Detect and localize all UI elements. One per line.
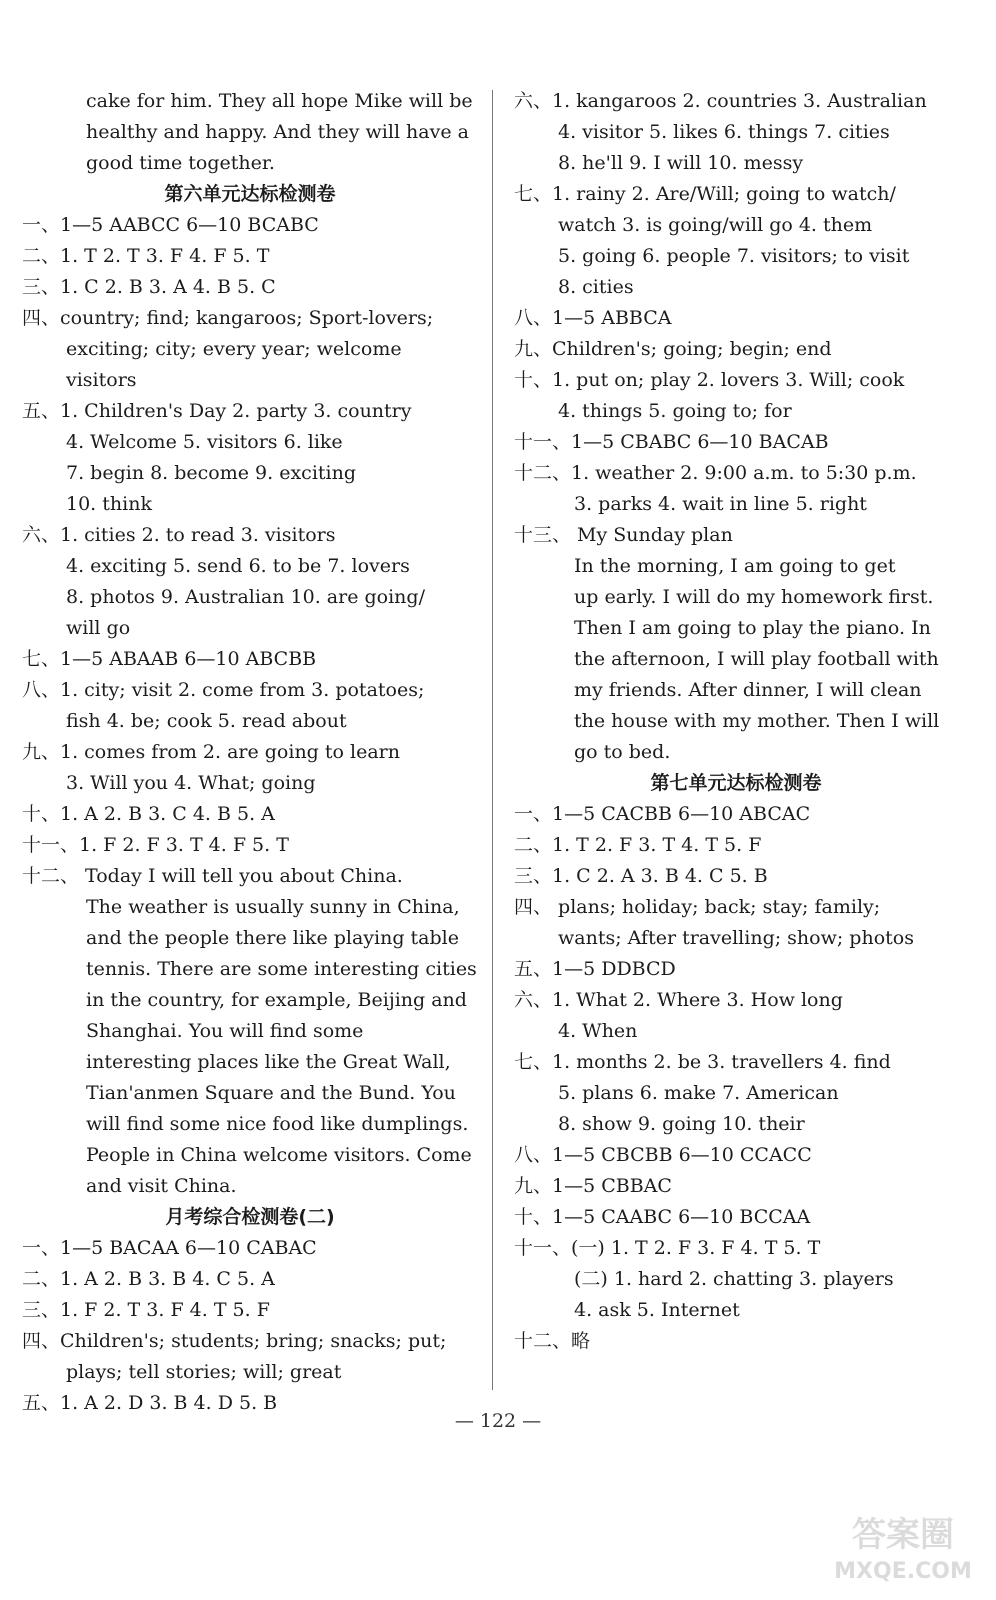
left-answer-line: 四、Children's; students; bring; snacks; put; — [22, 1330, 447, 1352]
right-answer-line: 4. things 5. going to; for — [558, 400, 792, 422]
left-answer-line: will go — [66, 617, 131, 639]
left-answer-line: 一、1—5 BACAA 6—10 CABAC — [22, 1237, 317, 1259]
right-answer-line: 4. visitor 5. likes 6. things 7. cities — [558, 121, 890, 143]
left-answer-line: healthy and happy. And they will have a — [86, 121, 469, 143]
left-answer-line: 8. photos 9. Australian 10. are going/ — [66, 586, 425, 608]
left-answer-line: 七、1—5 ABAAB 6—10 ABCBB — [22, 648, 317, 670]
left-column — [22, 86, 478, 1419]
left-answer-line: 十、1. A 2. B 3. C 4. B 5. A — [22, 803, 275, 825]
right-answer-line: 十二、略 — [514, 1330, 591, 1352]
right-answer-line: 七、1. months 2. be 3. travellers 4. find — [514, 1051, 891, 1073]
left-answer-line: People in China welcome visitors. Come — [86, 1144, 472, 1166]
left-answer-line: interesting places like the Great Wall, — [86, 1051, 451, 1073]
right-answer-line: 8. he'll 9. I will 10. messy — [558, 152, 804, 174]
right-answer-line: 8. cities — [558, 276, 634, 298]
left-answer-line: 二、1. T 2. T 3. F 4. F 5. T — [22, 245, 270, 267]
left-answer-line: 一、1—5 AABCC 6—10 BCABC — [22, 214, 319, 236]
left-answer-line: 十一、1. F 2. F 3. T 4. F 5. T — [22, 834, 289, 856]
left-answer-line: and the people there like playing table — [86, 927, 459, 949]
left-answer-line: 六、1. cities 2. to read 3. visitors — [22, 524, 336, 546]
left-answer-line: tennis. There are some interesting cities — [86, 958, 477, 980]
right-answer-line: 一、1—5 CACBB 6—10 ABCAC — [514, 803, 811, 825]
watermark-url: MXQE.COM — [834, 1559, 972, 1584]
right-answer-line: the house with my mother. Then I will — [574, 710, 940, 732]
left-answer-line: 4. exciting 5. send 6. to be 7. lovers — [66, 555, 410, 577]
right-answer-line: 三、1. C 2. A 3. B 4. C 5. B — [514, 865, 768, 887]
right-column — [514, 86, 958, 1357]
right-answer-line: 十一、1—5 CBABC 6—10 BACAB — [514, 431, 829, 453]
right-answer-line: 五、1—5 DDBCD — [514, 958, 676, 980]
left-answer-line: 7. begin 8. become 9. exciting — [66, 462, 357, 484]
left-answer-line: Tian'anmen Square and the Bund. You — [86, 1082, 456, 1104]
page-number: — 122 — — [454, 1410, 542, 1432]
right-answer-line: 8. show 9. going 10. their — [558, 1113, 805, 1135]
right-answer-line: 九、1—5 CBBAC — [514, 1175, 672, 1197]
watermark-title: 答案圈 — [852, 1515, 954, 1555]
right-answer-line: 4. ask 5. Internet — [574, 1299, 740, 1321]
left-answer-line: 九、1. comes from 2. are going to learn — [22, 741, 400, 763]
left-answer-line: and visit China. — [86, 1175, 237, 1197]
right-answer-line: 十一、(一) 1. T 2. F 3. F 4. T 5. T — [514, 1237, 821, 1259]
watermark-logo — [828, 1508, 978, 1586]
right-answer-line: 九、Children's; going; begin; end — [514, 338, 832, 360]
column-divider — [492, 90, 493, 1390]
right-answer-line: Then I am going to play the piano. In — [574, 617, 931, 639]
right-answer-line: wants; After travelling; show; photos — [558, 927, 914, 949]
left-answer-line: 八、1. city; visit 2. come from 3. potatoes; — [22, 679, 425, 701]
right-answer-line: go to bed. — [574, 741, 671, 763]
right-answer-line: 十二、1. weather 2. 9:00 a.m. to 5:30 p.m. — [514, 462, 917, 484]
left-answer-line: 五、1. Children's Day 2. party 3. country — [22, 400, 412, 422]
right-section-heading: 第七单元达标检测卷 — [650, 772, 822, 794]
right-answer-line: my friends. After dinner, I will clean — [574, 679, 922, 701]
right-answer-line: 5. plans 6. make 7. American — [558, 1082, 839, 1104]
left-answer-line: good time together. — [86, 152, 275, 174]
left-answer-line: in the country, for example, Beijing and — [86, 989, 467, 1011]
left-answer-line: 四、country; find; kangaroos; Sport-lovers; — [22, 307, 434, 329]
right-answer-line: 4. When — [558, 1020, 638, 1042]
left-answer-line: fish 4. be; cook 5. read about — [66, 710, 347, 732]
left-answer-line: exciting; city; every year; welcome — [66, 338, 402, 360]
right-answer-line: watch 3. is going/will go 4. them — [558, 214, 873, 236]
left-answer-line: visitors — [66, 369, 137, 391]
right-answer-line: 十、1. put on; play 2. lovers 3. Will; cook — [514, 369, 905, 391]
left-answer-line: 3. Will you 4. What; going — [66, 772, 316, 794]
right-answer-line: 十、1—5 CAABC 6—10 BCCAA — [514, 1206, 811, 1228]
left-answer-line: will find some nice food like dumplings. — [86, 1113, 469, 1135]
right-answer-line: In the morning, I am going to get — [574, 555, 896, 577]
left-section-heading: 月考综合检测卷(二) — [165, 1206, 335, 1228]
left-answer-line: Shanghai. You will find some — [86, 1020, 364, 1042]
right-answer-line: 八、1—5 CBCBB 6—10 CCACC — [514, 1144, 812, 1166]
left-answer-line: plays; tell stories; will; great — [66, 1361, 342, 1383]
right-answer-line: 六、1. kangaroos 2. countries 3. Australian — [514, 90, 927, 112]
left-answer-line: 十二、 Today I will tell you about China. — [22, 865, 403, 887]
left-answer-line: 三、1. C 2. B 3. A 4. B 5. C — [22, 276, 276, 298]
right-answer-line: 六、1. What 2. Where 3. How long — [514, 989, 843, 1011]
left-answer-line: cake for him. They all hope Mike will be — [86, 90, 473, 112]
left-answer-line: 10. think — [66, 493, 152, 515]
right-answer-line: 3. parks 4. wait in line 5. right — [574, 493, 867, 515]
right-answer-line: 十三、 My Sunday plan — [514, 524, 733, 546]
right-answer-line: the afternoon, I will play football with — [574, 648, 939, 670]
right-answer-line: 四、 plans; holiday; back; stay; family; — [514, 896, 881, 918]
right-answer-line: 二、1. T 2. F 3. T 4. T 5. F — [514, 834, 762, 856]
left-section-heading: 第六单元达标检测卷 — [164, 183, 336, 205]
right-answer-line: up early. I will do my homework first. — [574, 586, 934, 608]
left-answer-line: 三、1. F 2. T 3. F 4. T 5. F — [22, 1299, 270, 1321]
left-answer-line: 二、1. A 2. B 3. B 4. C 5. A — [22, 1268, 275, 1290]
right-answer-line: (二) 1. hard 2. chatting 3. players — [574, 1268, 894, 1290]
right-answer-line: 八、1—5 ABBCA — [514, 307, 672, 329]
left-answer-line: 4. Welcome 5. visitors 6. like — [66, 431, 343, 453]
right-answer-line: 七、1. rainy 2. Are/Will; going to watch/ — [514, 183, 896, 205]
right-answer-line: 5. going 6. people 7. visitors; to visit — [558, 245, 910, 267]
left-answer-line: The weather is usually sunny in China, — [86, 896, 460, 918]
left-answer-line: 五、1. A 2. D 3. B 4. D 5. B — [22, 1392, 278, 1414]
